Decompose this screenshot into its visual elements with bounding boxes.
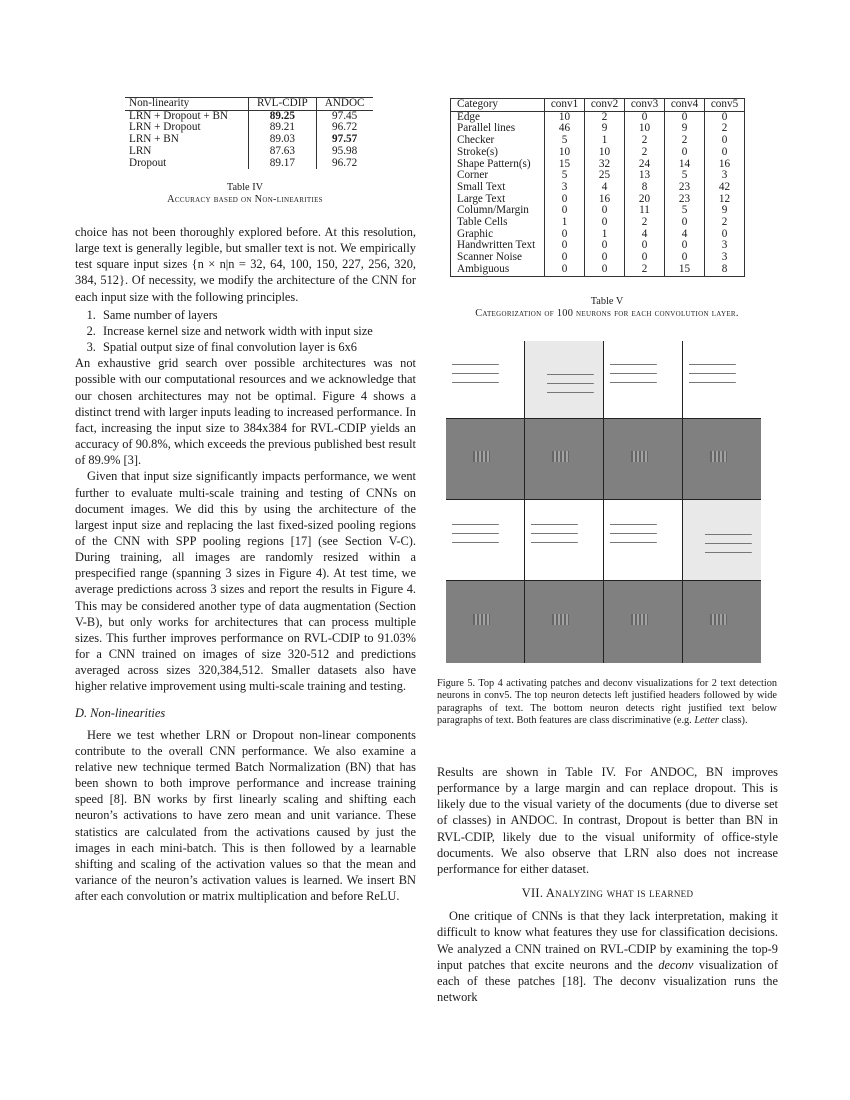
deconv-visualization — [604, 581, 682, 663]
table-cell: 10 — [545, 147, 585, 159]
table-header-row — [125, 98, 373, 111]
table-cell: 95.98 — [316, 146, 372, 158]
table-cell: 2 — [705, 123, 745, 135]
table-cell: 2 — [665, 135, 705, 147]
table-row — [451, 159, 745, 171]
table-cell: Graphic — [457, 227, 494, 240]
table-cell: 10 — [625, 123, 665, 135]
header-cell: conv5 — [705, 99, 745, 112]
table-cell: 2 — [625, 217, 665, 229]
header-cell: conv2 — [585, 99, 625, 112]
table-cell: 0 — [665, 111, 705, 123]
table-cell: 0 — [705, 147, 745, 159]
table-cell: Edge — [457, 110, 480, 123]
table-cell: 16 — [585, 194, 625, 206]
document-patch — [525, 500, 603, 580]
subsection-heading: D. Non-linearities — [75, 705, 166, 720]
table-cell: 46 — [545, 123, 585, 135]
table-cell: 2 — [705, 217, 745, 229]
table-row — [451, 147, 745, 159]
table-cell: 23 — [665, 194, 705, 206]
table-label: Table V — [590, 296, 624, 307]
table-row — [451, 264, 745, 276]
table-cell: 0 — [545, 240, 585, 252]
table-cell: 2 — [625, 147, 665, 159]
list-item: 1. Same number of layers — [99, 307, 416, 323]
paragraph: Given that input size significantly impacts performance, we went further to evaluate multi-scale training and testing of CNNs on document images. We did this by using the architecture of the largest input size and replacing the last fixed-sized pooling regions of the CNN with SPP pooling regions [17] (see Section V-C). During training, all images are randomly resized within a prespecified range (spanning 3 sizes in Figure 4). At test time, we average predictions across 3 sizes and report the results in Figure 4. This may be considered another type of data augmentation (Section V-B), but only works for architectures that can process multiple sizes. This further improves performance on RVL-CDIP to 91.03% for a CNN trained on images of size 320-512 and predictions averaged across sizes 320,384,512. Smaller datasets also have higher relative improvement using multi-scale training and testing. — [75, 469, 416, 694]
table-cell: 87.63 — [249, 146, 317, 158]
table-cell: 0 — [545, 252, 585, 264]
paragraph — [437, 908, 778, 1005]
table-v-caption — [437, 296, 777, 320]
paragraph: An exhaustive grid search over possible architectures was not possible with our computational resources and we acknowledge that our chosen architectures may not be optimal. Figure 4 shows a distinct trend with larger inputs leading to increased performance. In fact, increasing the input size to 384x384 for RVL-CDIP yields an accuracy of 90.8%, which exceeds the previous published best result of 89.9% [3]. — [75, 356, 416, 468]
table-cell: Parallel lines — [457, 122, 516, 135]
table-cell: 0 — [545, 229, 585, 241]
table-cell: 32 — [585, 159, 625, 171]
table-cell: LRN + Dropout — [129, 121, 201, 134]
table-cell: 1 — [585, 135, 625, 147]
table-cell: 0 — [625, 252, 665, 264]
table-cell: Scanner Noise — [457, 251, 522, 264]
deconv-visualization — [683, 581, 761, 663]
table-cell: 1 — [545, 217, 585, 229]
table-row — [125, 146, 373, 158]
deconv-visualization — [446, 419, 524, 499]
table-cell: LRN — [129, 144, 152, 157]
text: visualization of each of these patches [18]. The deconv visualization runs the network — [437, 957, 778, 1005]
table-cell: 0 — [585, 205, 625, 217]
table-cell: 10 — [585, 147, 625, 159]
table-cell: Column/Margin — [457, 204, 529, 217]
table-header-row — [451, 99, 745, 112]
deconv-visualization — [525, 581, 603, 663]
table-cell: 1 — [585, 229, 625, 241]
table-cell: 89.17 — [249, 158, 317, 170]
table-cell: 96.72 — [316, 158, 372, 170]
list-item: 2. Increase kernel size and network width with input size — [99, 323, 416, 339]
table-cell: 5 — [665, 170, 705, 182]
header-cell: ANDOC — [316, 98, 372, 111]
table-cell: 23 — [665, 182, 705, 194]
principles-list — [75, 307, 416, 355]
table-iv — [125, 97, 373, 169]
paragraph: Results are shown in Table IV. For ANDOC, BN improves performance by a large margin and can replace dropout. This is likely due to the visual variety of the documents (due to diverse set of classes) in ANDOC. In contrast, Dropout is better than BN in RVL-CDIP, likely due to the visual uniformity of office-style documents. We also observe that LRN also does not increase performance for either dataset. — [437, 765, 778, 876]
table-cell: 0 — [625, 240, 665, 252]
table-row — [451, 182, 745, 194]
table-cell: 42 — [705, 182, 745, 194]
table-cell: 9 — [705, 205, 745, 217]
text: One critique of CNNs is that they lack interpretation, making it difficult to know what features they use for classification decisions. We analyzed a CNN trained on RVL-CDIP by examining the top-9 input patches that excite neurons and the — [437, 909, 778, 972]
table-cell: Small Text — [457, 180, 506, 193]
table-cell: 3 — [705, 252, 745, 264]
list-item: 3. Spatial output size of final convolution layer is 6x6 — [99, 339, 416, 355]
document-patch — [446, 341, 524, 418]
table-cell: 25 — [585, 170, 625, 182]
best-value: 97.57 — [332, 133, 358, 146]
table-cell: 0 — [665, 252, 705, 264]
caption-italic: Letter — [694, 715, 719, 727]
deconv-visualization — [683, 419, 761, 499]
table-cell: 11 — [625, 205, 665, 217]
table-cell: LRN + BN — [129, 133, 179, 146]
header-cell: conv1 — [545, 99, 585, 112]
table-cell: 16 — [705, 159, 745, 171]
table-cell: Ambiguous — [457, 262, 510, 275]
table-cell: 12 — [705, 194, 745, 206]
table-cell: 9 — [665, 123, 705, 135]
table-row — [451, 123, 745, 135]
table-cell: Checker — [457, 134, 495, 147]
header-cell: conv4 — [665, 99, 705, 112]
table-label: Table IV — [226, 182, 264, 193]
table-v — [450, 98, 745, 277]
table-row — [451, 217, 745, 229]
table-cell: LRN + Dropout + BN — [129, 109, 229, 122]
caption-text: Figure 5. Top 4 activating patches and deconv visualizations for 2 text detection neurons in conv5. The top neuron detects left justified headers followed by wide paragraphs of text. The bottom neuron detects right justified text below paragraphs of text. Both features are class discriminative (e.g. — [437, 678, 777, 727]
table-cell: 5 — [545, 170, 585, 182]
table-cell: 97.45 — [316, 110, 372, 122]
header-cell: Non-linearity — [129, 97, 190, 109]
document-patch — [683, 500, 761, 580]
table-iv-caption — [125, 182, 365, 206]
section-heading: VII. Analyzing what is learned — [521, 886, 694, 901]
document-patch — [604, 500, 682, 580]
table-cell: 10 — [545, 111, 585, 123]
table-cell: 3 — [705, 170, 745, 182]
paragraph: choice has not been thoroughly explored before. At this resolution, large text is generally legible, but smaller text is not. We empirically test square input sizes {n × n|n = 32, 64, 100, 150, 227, 256, 320, 384, 512}. Of necessity, we modify the architecture of the CNN for each input size with the following principles. — [75, 225, 416, 304]
table-row — [125, 158, 373, 170]
best-value: 89.25 — [269, 109, 295, 122]
table-cell: 3 — [545, 182, 585, 194]
table-cell: 0 — [585, 240, 625, 252]
table-cell: 0 — [665, 217, 705, 229]
left-column — [75, 224, 416, 904]
document-patch — [525, 341, 603, 418]
table-cell: Dropout — [129, 156, 167, 169]
table-cell: 0 — [665, 147, 705, 159]
table-cell: 0 — [585, 217, 625, 229]
header-cell: Category — [457, 98, 499, 110]
table-cell: 14 — [665, 159, 705, 171]
table-cell: 2 — [585, 111, 625, 123]
table-cell: 0 — [545, 205, 585, 217]
header-cell: conv3 — [625, 99, 665, 112]
document-patch — [604, 341, 682, 418]
table-cell: Corner — [457, 169, 489, 182]
table-cell: 5 — [545, 135, 585, 147]
header-cell: RVL-CDIP — [249, 98, 317, 111]
table-cell: 2 — [625, 135, 665, 147]
table-cell: Table Cells — [457, 216, 508, 229]
table-cell: Handwritten Text — [457, 239, 536, 252]
table-cell: 24 — [625, 159, 665, 171]
figure-5-image-grid — [446, 341, 761, 663]
table-cell: 4 — [665, 229, 705, 241]
table-cell: 2 — [625, 264, 665, 276]
table-cell: 4 — [625, 229, 665, 241]
italic-text: deconv — [658, 957, 694, 972]
table-cell: Shape Pattern(s) — [457, 157, 531, 170]
table-cell: 9 — [585, 123, 625, 135]
deconv-visualization — [525, 419, 603, 499]
document-patch — [683, 341, 761, 418]
table-cell: 4 — [585, 182, 625, 194]
document-patch — [446, 500, 524, 580]
table-cell: 20 — [625, 194, 665, 206]
deconv-visualization — [446, 581, 524, 663]
deconv-visualization — [604, 419, 682, 499]
table-cell: 0 — [665, 240, 705, 252]
table-cell: 8 — [625, 182, 665, 194]
table-cell: Large Text — [457, 192, 506, 205]
table-cell: 8 — [705, 264, 745, 276]
table-cell: 0 — [705, 135, 745, 147]
table-cell: 3 — [705, 240, 745, 252]
table-cell: 15 — [665, 264, 705, 276]
figure-5-caption — [437, 678, 777, 728]
paragraph: Here we test whether LRN or Dropout non-linear components contribute to the overall CNN performance. We also examine a relative new technique termed Batch Normalization (BN) that has been shown to both improve performance and increase training speed [8]. BN works by first linearly scaling and shifting each neuron’s activations to have zero mean and unit variance. These statistics are calculated from the activations caused by just the images in each mini-batch. This is then followed by a learnable shifting and scaling of the activation values so that the mean and variance of the neuron’s activation values is learned. We insert BN after each convolution or matrix multiplication and before ReLU. — [75, 727, 416, 904]
table-cell: 5 — [665, 205, 705, 217]
table-cell: 0 — [585, 264, 625, 276]
caption-text: class). — [718, 715, 748, 727]
table-title: Accuracy based on Non-linearities — [167, 194, 323, 205]
table-cell: 13 — [625, 170, 665, 182]
table-cell: 96.72 — [316, 122, 372, 134]
table-cell: 15 — [545, 159, 585, 171]
table-cell: 0 — [705, 111, 745, 123]
table-cell: Stroke(s) — [457, 145, 499, 158]
table-cell: 0 — [705, 229, 745, 241]
table-title: Categorization of 100 neurons for each convolution layer. — [475, 308, 739, 319]
table-cell: 0 — [545, 264, 585, 276]
right-column — [437, 764, 778, 1005]
table-cell: 89.03 — [249, 134, 317, 146]
table-cell: 89.21 — [249, 122, 317, 134]
table-cell: 0 — [545, 194, 585, 206]
table-cell: 0 — [585, 252, 625, 264]
table-cell: 0 — [625, 111, 665, 123]
